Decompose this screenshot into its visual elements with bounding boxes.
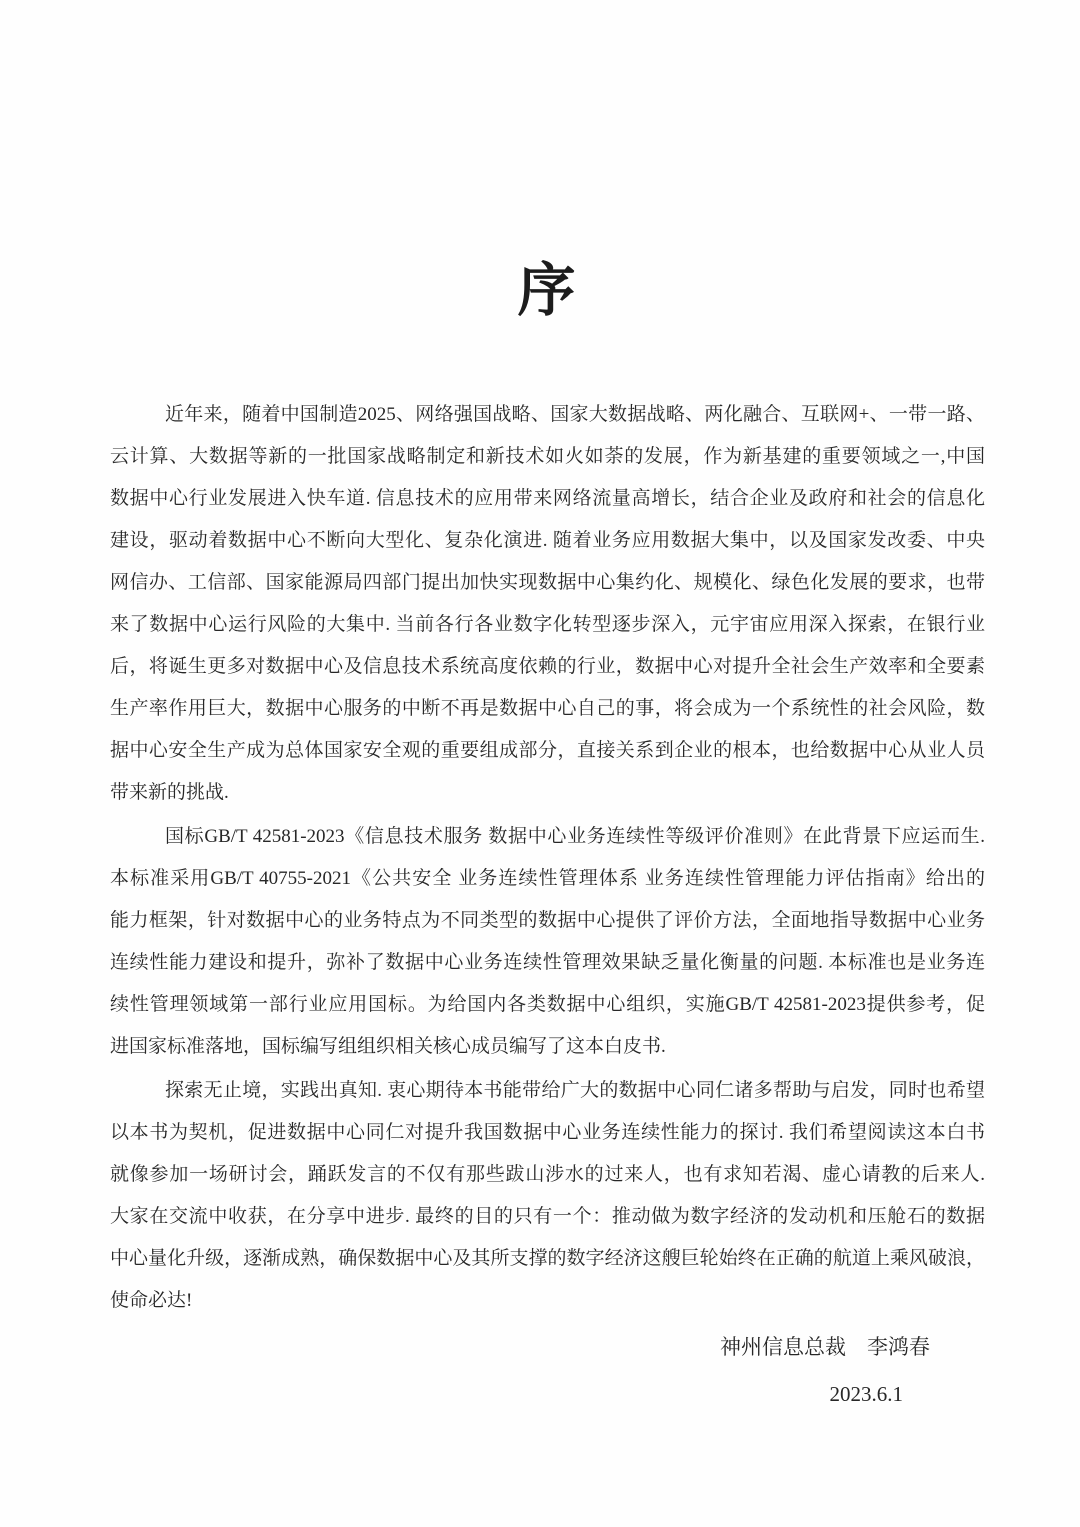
- text-line: 就像参加一场研讨会，踊跃发言的不仅有那些跋山涉水的过来人，也有求知若渴、虚心请教的后来人.: [110, 1164, 985, 1185]
- text-line: 网信办、工信部、国家能源局四部门提出加快实现数据中心集约化、规模化、绿色化发展的要求，也带: [110, 572, 985, 593]
- text-line: 带来新的挑战.: [110, 782, 229, 803]
- page-title: 序: [517, 258, 578, 323]
- text-line: 据中心安全生产成为总体国家安全观的重要组成部分，直接关系到企业的根本，也给数据中心从业人员: [110, 740, 985, 761]
- text-line: 使命必达!: [110, 1290, 193, 1311]
- text-line: 后，将诞生更多对数据中心及信息技术系统高度依赖的行业，数据中心对提升全社会生产效率和全要素: [110, 656, 985, 677]
- text-line: 探索无止境，实践出真知. 衷心期待本书能带给广大的数据中心同仁诸多帮助与启发，同时也希望: [165, 1080, 985, 1101]
- text-line: 本标准采用GB/T 40755-2021《公共安全 业务连续性管理体系 业务连续性管理能力评估指南》给出的: [110, 868, 985, 889]
- text-line: 进国家标准落地，国标编写组组织相关核心成员编写了这本白皮书.: [110, 1036, 666, 1057]
- text-line: 数据中心行业发展进入快车道. 信息技术的应用带来网络流量高增长，结合企业及政府和社会的信息化: [110, 488, 985, 509]
- paragraph: [110, 1070, 985, 1322]
- paragraph: [110, 816, 985, 1068]
- date-line: 2023.6.1: [829, 1382, 903, 1406]
- text-line: 近年来，随着中国制造2025、网络强国战略、国家大数据战略、两化融合、互联网+、一带一路、: [165, 404, 985, 425]
- text-line: 连续性能力建设和提升，弥补了数据中心业务连续性管理效果缺乏量化衡量的问题. 本标准也是业务连: [110, 952, 985, 973]
- text-line: 国标GB/T 42581-2023《信息技术服务 数据中心业务连续性等级评价准则》在此背景下应运而生.: [165, 826, 985, 847]
- text-line: 续性管理领域第一部行业应用国标。为给国内各类数据中心组织，实施GB/T 42581-2023提供参考，促: [110, 994, 985, 1015]
- text-line: 建设，驱动着数据中心不断向大型化、复杂化演进. 随着业务应用数据大集中，以及国家发改委、中央: [110, 530, 985, 551]
- text-line: 大家在交流中收获，在分享中进步. 最终的目的只有一个：推动做为数字经济的发动机和压舱石的数据: [110, 1206, 985, 1227]
- paragraph: [110, 394, 985, 814]
- text-line: 生产率作用巨大，数据中心服务的中断不再是数据中心自己的事，将会成为一个系统性的社会风险，数: [110, 698, 985, 719]
- text-line: 能力框架，针对数据中心的业务特点为不同类型的数据中心提供了评价方法，全面地指导数据中心业务: [110, 910, 985, 931]
- text-line: 云计算、大数据等新的一批国家战略制定和新技术如火如荼的发展，作为新基建的重要领域之一,中国: [110, 446, 985, 467]
- text-line: 来了数据中心运行风险的大集中. 当前各行各业数字化转型逐步深入，元宇宙应用深入探索，在银行业: [110, 614, 985, 635]
- text-line: 中心量化升级，逐渐成熟，确保数据中心及其所支撑的数字经济这艘巨轮始终在正确的航道上乘风破浪，: [110, 1248, 985, 1269]
- document-body: [110, 394, 985, 1322]
- text-line: 以本书为契机，促进数据中心同仁对提升我国数据中心业务连续性能力的探讨. 我们希望阅读这本白书: [110, 1122, 985, 1143]
- signature-line: 神州信息总裁 李鸿春: [720, 1335, 930, 1359]
